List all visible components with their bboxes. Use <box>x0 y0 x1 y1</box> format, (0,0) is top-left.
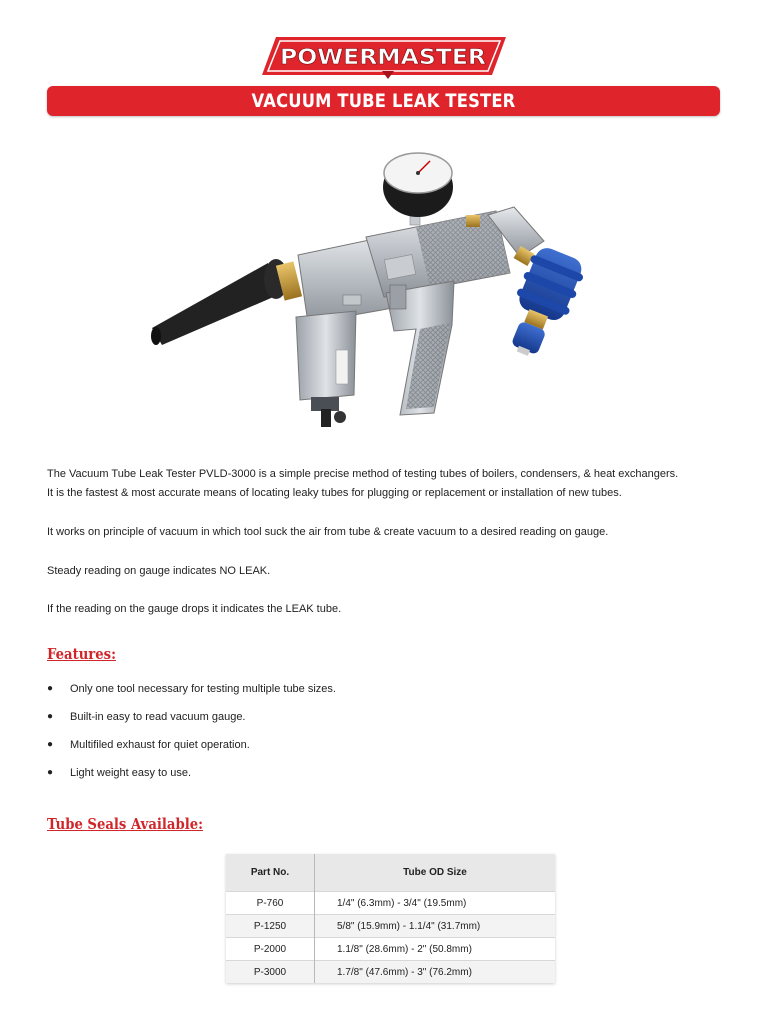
tube-seals-table <box>226 854 555 983</box>
description-no-leak: Steady reading on gauge indicates NO LEAK. <box>47 565 271 577</box>
feature-text: Multifiled exhaust for quiet operation. <box>70 739 250 751</box>
table-header-row <box>226 854 555 892</box>
tube-od-cell: 1/4" (6.3mm) - 3/4" (19.5mm) <box>315 892 556 915</box>
bullet-icon: ● <box>47 739 54 750</box>
title-banner <box>47 86 720 116</box>
bullet-icon: ● <box>47 767 54 778</box>
page-title: VACUUM TUBE LEAK TESTER <box>251 90 516 112</box>
part-no-cell: P-1250 <box>226 915 315 938</box>
feature-text: Light weight easy to use. <box>70 767 192 779</box>
part-no-cell: P-2000 <box>226 938 315 961</box>
table-row <box>226 915 555 938</box>
vacuum-leak-tester-tool-image <box>148 145 628 435</box>
feature-text: Built-in easy to read vacuum gauge. <box>70 711 246 723</box>
part-no-cell: P-760 <box>226 892 315 915</box>
logo-text: POWERMASTER <box>280 45 486 69</box>
table-row <box>226 961 555 984</box>
bullet-icon: ● <box>47 683 54 694</box>
part-no-cell: P-3000 <box>226 961 315 984</box>
description-line-1: The Vacuum Tube Leak Tester PVLD-3000 is a simple precise method of testing tubes of boilers, condensers, & heat exchangers. <box>47 468 679 480</box>
description-line-2: It is the fastest & most accurate means of locating leaky tubes for plugging or replacement or installation of new tubes. <box>47 487 622 499</box>
powermaster-logo <box>262 37 506 79</box>
table-row <box>226 938 555 961</box>
blue-coupling-icon <box>496 243 588 364</box>
feature-item <box>47 680 336 708</box>
tube-seals-heading: Tube Seals Available: <box>47 815 203 833</box>
table-row <box>226 892 555 915</box>
tube-od-cell: 1.1/8" (28.6mm) - 2" (50.8mm) <box>315 938 556 961</box>
description-leak: If the reading on the gauge drops it indicates the LEAK tube. <box>47 603 342 615</box>
feature-text: Only one tool necessary for testing multiple tube sizes. <box>70 683 336 695</box>
features-heading: Features: <box>47 645 116 663</box>
description-principle: It works on principle of vacuum in which tool suck the air from tube & create vacuum to a desired reading on gauge. <box>47 526 609 538</box>
feature-item <box>47 736 336 764</box>
column-header-part-no: Part No. <box>226 854 315 892</box>
bullet-icon: ● <box>47 711 54 722</box>
column-header-tube-od: Tube OD Size <box>315 854 556 892</box>
tube-od-cell: 1.7/8" (47.6mm) - 3" (76.2mm) <box>315 961 556 984</box>
rubber-cone-icon <box>152 263 278 345</box>
tube-od-cell: 5/8" (15.9mm) - 1.1/4" (31.7mm) <box>315 915 556 938</box>
feature-item <box>47 764 336 792</box>
feature-item <box>47 708 336 736</box>
features-list <box>47 680 336 792</box>
